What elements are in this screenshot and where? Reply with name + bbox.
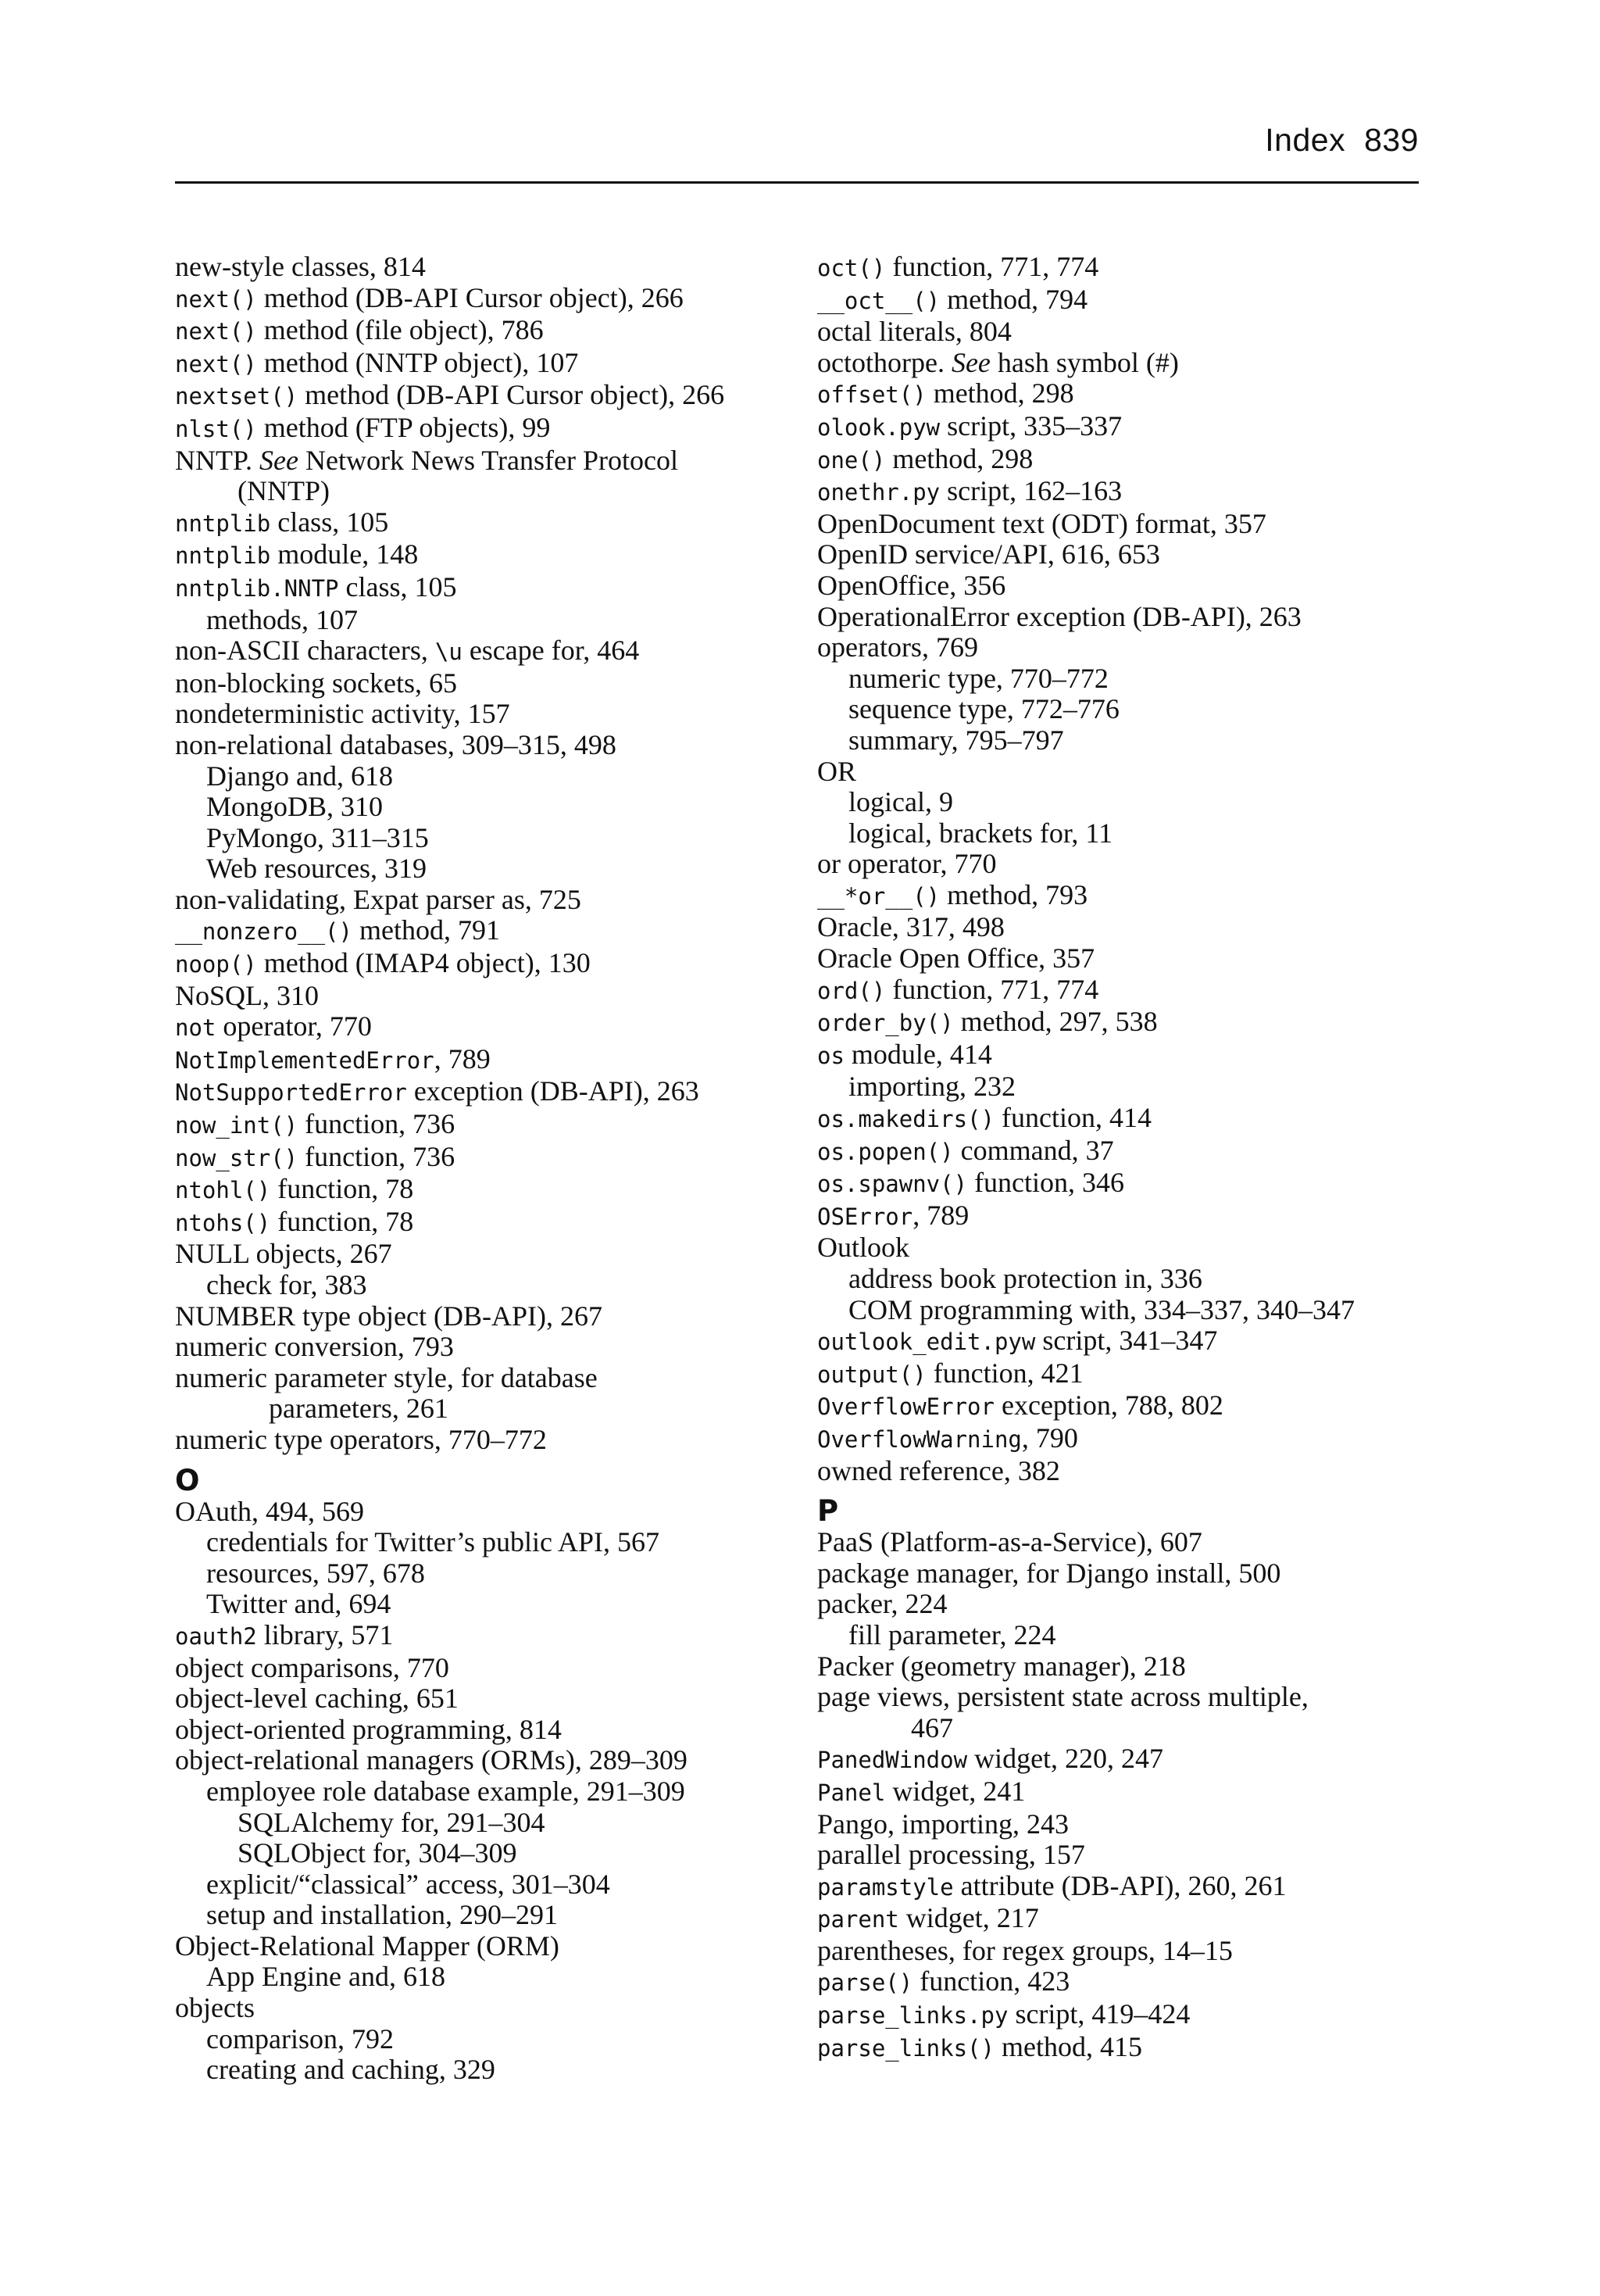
index-entry — [817, 444, 1434, 477]
entry-text: object-level caching, 651 — [175, 1683, 459, 1715]
index-entry — [175, 348, 800, 381]
entry-text: SQLAlchemy for, 291–304 — [238, 1806, 545, 1838]
index-entry — [817, 348, 1434, 379]
entry-text: method (DB-API Cursor object), 266 — [298, 379, 725, 411]
code-term: oct() — [817, 255, 886, 281]
code-term: next() — [175, 350, 257, 377]
code-term: offset() — [817, 381, 927, 409]
entry-text: OpenID service/API, 616, 653 — [817, 538, 1160, 570]
index-entry — [175, 915, 800, 948]
entry-text: 467 — [911, 1711, 953, 1743]
index-entry — [817, 1168, 1434, 1200]
entry-text: method, 297, 538 — [953, 1006, 1158, 1038]
entry-text: OpenOffice, 356 — [817, 569, 1006, 601]
section-title: Index — [1265, 122, 1346, 158]
index-entry — [175, 252, 800, 283]
index-entry — [175, 981, 800, 1012]
entry-text: function, 346 — [967, 1167, 1125, 1199]
page-number: 839 — [1364, 122, 1419, 158]
entry-text: widget, 241 — [885, 1775, 1026, 1807]
section-letter-heading: O — [175, 1463, 200, 1497]
index-entry — [175, 885, 800, 916]
index-entry — [817, 756, 1434, 788]
entry-text: Django and, 618 — [206, 760, 393, 792]
code-term: one() — [817, 446, 886, 474]
entry-text: or operator, 770 — [817, 848, 997, 880]
index-subentry — [206, 1869, 800, 1901]
entry-text: function, 421 — [926, 1357, 1084, 1389]
entry-text: hash symbol (#) — [990, 346, 1179, 378]
code-term: OverflowError — [817, 1393, 995, 1421]
entry-text: escape for, 464 — [462, 635, 640, 667]
code-term: nlst() — [175, 415, 257, 442]
index-entry — [175, 1683, 800, 1715]
index-entry — [175, 1993, 800, 2024]
entry-text: exception (DB-API), 263 — [406, 1075, 699, 1107]
index-subentry — [848, 1071, 1434, 1103]
entry-text: NNTP. — [175, 444, 260, 476]
entry-text: module, 414 — [844, 1038, 992, 1070]
code-term: ord() — [817, 977, 886, 1004]
code-term: not — [175, 1014, 216, 1042]
entry-text: library, 571 — [256, 1618, 394, 1650]
code-term: nextset() — [175, 383, 298, 410]
entry-text: numeric type operators, 770–772 — [175, 1423, 547, 1455]
index-entry — [175, 1239, 800, 1270]
index-entry — [817, 1903, 1434, 1936]
code-term: parent — [817, 1906, 899, 1933]
entry-text: , 790 — [1021, 1422, 1078, 1454]
code-term: OverflowWarning — [817, 1425, 1022, 1453]
index-entry — [175, 1174, 800, 1207]
index-entry — [817, 880, 1434, 913]
index-entry — [817, 912, 1434, 943]
index-entry — [817, 1936, 1434, 1967]
index-entry — [175, 413, 800, 445]
index-subentry — [848, 663, 1434, 695]
index-entry — [817, 252, 1434, 284]
index-entry — [175, 699, 800, 730]
index-subentry — [848, 694, 1434, 725]
entry-text: App Engine and, 618 — [206, 1961, 445, 1993]
index-entry — [175, 1207, 800, 1239]
entry-text: OperationalError exception (DB-API), 263 — [817, 600, 1302, 632]
index-entry — [817, 1558, 1434, 1590]
entry-text: creating and caching, 329 — [206, 2054, 495, 2086]
index-entry — [175, 730, 800, 761]
entry-text: function, 78 — [270, 1173, 414, 1205]
entry-text: parentheses, for regex groups, 14–15 — [817, 1934, 1233, 1966]
entry-text: numeric conversion, 793 — [175, 1331, 454, 1363]
entry-text: MongoDB, 310 — [206, 791, 384, 823]
entry-text: setup and installation, 290–291 — [206, 1899, 558, 1931]
entry-text: Object-Relational Mapper (ORM) — [175, 1929, 559, 1962]
entry-text: widget, 217 — [898, 1902, 1039, 1934]
index-entry — [175, 445, 800, 477]
entry-text: sequence type, 772–776 — [848, 693, 1120, 725]
entry-text: method, 791 — [352, 914, 500, 946]
entry-text: resources, 597, 678 — [206, 1557, 425, 1589]
index-entry-continuation — [817, 1713, 1434, 1744]
entry-text: comparison, 792 — [206, 2022, 394, 2055]
index-entry-continuation — [175, 1393, 800, 1425]
code-term: paramstyle — [817, 1873, 954, 1901]
entry-text: SQLObject for, 304–309 — [238, 1837, 517, 1869]
index-entry — [175, 315, 800, 348]
index-entry — [817, 476, 1434, 509]
code-term: noop() — [175, 951, 257, 978]
index-subentry — [206, 853, 800, 885]
index-subentry — [206, 1527, 800, 1558]
entry-text: method, 298 — [885, 442, 1034, 474]
code-term: now_int() — [175, 1112, 298, 1139]
index-subentry — [206, 1962, 800, 1993]
entry-text: Oracle, 317, 498 — [817, 911, 1005, 943]
index-entry — [817, 1200, 1434, 1233]
index-entry — [175, 572, 800, 605]
entry-text: method (NNTP object), 107 — [256, 346, 579, 378]
code-term: nntplib.NNTP — [175, 574, 339, 602]
entry-text: summary, 795–797 — [848, 724, 1064, 756]
index-subentry — [238, 1838, 800, 1869]
index-entry — [817, 1527, 1434, 1558]
entry-text: function, 736 — [298, 1108, 455, 1140]
index-entry — [817, 1743, 1434, 1776]
index-entry — [175, 1363, 800, 1394]
entry-text: parallel processing, 157 — [817, 1839, 1085, 1871]
code-term: parse_links.py — [817, 2002, 1009, 2030]
index-entry — [175, 1301, 800, 1332]
index-entry — [175, 1109, 800, 1142]
entry-text: octothorpe. — [817, 346, 952, 378]
index-entry — [817, 1358, 1434, 1391]
index-subentry — [206, 1900, 800, 1931]
entry-text: function, 78 — [270, 1205, 414, 1237]
entry-text: command, 37 — [953, 1134, 1114, 1166]
code-term: parse() — [817, 1969, 913, 1997]
entry-text: function, 771, 774 — [885, 973, 1099, 1005]
code-term: NotImplementedError — [175, 1046, 434, 1074]
entry-text: OR — [817, 755, 857, 787]
index-entry — [817, 1651, 1434, 1683]
index-entry — [817, 1999, 1434, 2032]
code-term: os — [817, 1042, 845, 1069]
index-entry — [817, 1682, 1434, 1713]
code-term: now_str() — [175, 1144, 298, 1171]
index-entry — [817, 1809, 1434, 1840]
entry-text: numeric type, 770–772 — [848, 662, 1109, 694]
index-subentry — [206, 1776, 800, 1808]
code-term: PanedWindow — [817, 1747, 968, 1774]
entry-text: objects — [175, 1992, 255, 2024]
index-entry — [175, 1332, 800, 1363]
index-entry — [817, 411, 1434, 444]
index-entry — [175, 948, 800, 981]
entry-text: module, 148 — [270, 538, 419, 570]
index-subentry — [848, 818, 1434, 849]
entry-text: Network News Transfer Protocol — [298, 444, 678, 476]
entry-text: PyMongo, 311–315 — [206, 821, 429, 853]
entry-text: , 789 — [912, 1199, 970, 1231]
running-header — [175, 119, 1419, 184]
code-term: \u — [434, 638, 462, 666]
code-term: nntplib — [175, 510, 271, 537]
entry-text: nondeterministic activity, 157 — [175, 698, 510, 730]
index-entry — [817, 1840, 1434, 1871]
code-term: os.popen() — [817, 1138, 954, 1165]
entry-text: Outlook — [817, 1232, 910, 1264]
index-entry — [817, 602, 1434, 633]
entry-text: object comparisons, 770 — [175, 1651, 449, 1683]
code-term: outlook_edit.pyw — [817, 1329, 1036, 1356]
index-entry — [817, 1871, 1434, 1904]
index-subentry — [206, 1558, 800, 1590]
entry-text: method (file object), 786 — [256, 314, 544, 346]
code-term: output() — [817, 1361, 927, 1388]
index-entry — [817, 632, 1434, 663]
code-term: os.makedirs() — [817, 1106, 995, 1133]
entry-text: NoSQL, 310 — [175, 979, 320, 1011]
entry-text: Web resources, 319 — [206, 853, 427, 885]
index-entry — [817, 943, 1434, 975]
index-entry — [175, 1044, 800, 1077]
index-subentry — [206, 792, 800, 823]
entry-text: octal literals, 804 — [817, 316, 1012, 348]
see-reference: See — [951, 346, 991, 378]
entry-text: OpenDocument text (ODT) format, 357 — [817, 507, 1266, 539]
index-entry — [175, 1715, 800, 1746]
entry-text: NUMBER type object (DB-API), 267 — [175, 1300, 602, 1332]
index-subentry — [848, 787, 1434, 818]
entry-text: importing, 232 — [848, 1071, 1016, 1103]
index-entry — [817, 1135, 1434, 1168]
index-entry — [817, 1039, 1434, 1072]
index-entry — [175, 283, 800, 316]
entry-text: operator, 770 — [216, 1010, 372, 1042]
index-subentry — [238, 476, 800, 507]
entry-text: COM programming with, 334–337, 340–347 — [848, 1293, 1355, 1325]
entry-text: Packer (geometry manager), 218 — [817, 1650, 1186, 1682]
entry-text: non-ASCII characters, — [175, 635, 435, 667]
index-subentry — [848, 1295, 1434, 1326]
index-entry — [817, 1232, 1434, 1264]
index-entry — [175, 380, 800, 413]
entry-text: (NNTP) — [238, 475, 330, 507]
entry-text: script, 162–163 — [940, 475, 1123, 507]
entry-text: logical, 9 — [848, 786, 953, 818]
index-entry — [175, 635, 800, 668]
entry-text: object-relational managers (ORMs), 289–309 — [175, 1744, 688, 1776]
entry-text: page views, persistent state across multiple, — [817, 1681, 1309, 1713]
entry-text: method, 298 — [926, 377, 1074, 409]
entry-text: method, 793 — [940, 878, 1088, 910]
index-entry — [817, 1776, 1434, 1809]
code-term: nntplib — [175, 542, 271, 570]
index-entry — [817, 2032, 1434, 2065]
code-term: parse_links() — [817, 2034, 995, 2062]
index-column-right — [817, 252, 1434, 2064]
entry-text: function, 423 — [912, 1965, 1070, 1997]
index-entry — [175, 1497, 800, 1528]
index-entry — [817, 539, 1434, 570]
entry-text: NULL objects, 267 — [175, 1238, 392, 1270]
code-term: ntohl() — [175, 1177, 271, 1204]
index-subentry — [848, 1620, 1434, 1651]
entry-text: script, 419–424 — [1008, 1998, 1191, 2030]
entry-text: method, 415 — [994, 2030, 1142, 2062]
index-entry — [817, 1007, 1434, 1039]
entry-text: method, 794 — [940, 283, 1088, 315]
entry-text: package manager, for Django install, 500 — [817, 1557, 1281, 1589]
entry-text: address book protection in, 336 — [848, 1263, 1202, 1294]
entry-text: numeric parameter style, for database — [175, 1361, 598, 1393]
index-entry — [817, 1589, 1434, 1620]
entry-text: method (IMAP4 object), 130 — [256, 947, 591, 979]
see-reference: See — [259, 444, 298, 476]
entry-text: exception, 788, 802 — [994, 1389, 1223, 1422]
code-term: __oct__() — [817, 287, 941, 314]
code-term: OSError — [817, 1203, 913, 1230]
index-entry — [817, 1456, 1434, 1487]
entry-text: methods, 107 — [206, 603, 358, 635]
code-term: next() — [175, 285, 257, 313]
entry-text: method (DB-API Cursor object), 266 — [256, 281, 684, 313]
entry-text: check for, 383 — [206, 1269, 367, 1300]
index-entry — [817, 975, 1434, 1007]
code-term: __nonzero__() — [175, 918, 352, 946]
entry-text: class, 105 — [270, 506, 389, 538]
entry-text: explicit/“classical” access, 301–304 — [206, 1868, 610, 1900]
index-entry — [817, 849, 1434, 880]
entry-text: employee role database example, 291–309 — [206, 1775, 685, 1807]
entry-text: non-validating, Expat parser as, 725 — [175, 883, 581, 915]
index-column-left — [175, 252, 800, 2086]
code-term: next() — [175, 318, 257, 345]
index-entry — [175, 1076, 800, 1109]
index-entry — [817, 1325, 1434, 1358]
entry-text: script, 335–337 — [940, 409, 1123, 442]
index-entry — [175, 1931, 800, 1962]
entry-text: OAuth, 494, 569 — [175, 1495, 364, 1527]
index-entry — [817, 1423, 1434, 1456]
entry-text: Pango, importing, 243 — [817, 1808, 1069, 1840]
index-entry — [175, 1653, 800, 1684]
code-term: oauth2 — [175, 1622, 257, 1650]
index-entry — [175, 1142, 800, 1175]
index-subentry — [206, 1270, 800, 1301]
entry-text: object-oriented programming, 814 — [175, 1713, 562, 1745]
code-term: NotSupportedError — [175, 1079, 407, 1107]
index-entry — [175, 1745, 800, 1776]
entry-text: PaaS (Platform-as-a-Service), 607 — [817, 1526, 1202, 1558]
entry-text: fill parameter, 224 — [848, 1618, 1056, 1650]
code-term: os.spawnv() — [817, 1171, 968, 1198]
index-entry — [817, 317, 1434, 348]
index-entry — [175, 1620, 800, 1653]
index-subentry — [238, 1808, 800, 1839]
index-entry — [175, 539, 800, 572]
code-term: order_by() — [817, 1010, 954, 1037]
entry-text: class, 105 — [338, 570, 457, 603]
index-entry — [817, 509, 1434, 540]
entry-text: Oracle Open Office, 357 — [817, 942, 1095, 975]
index-subentry — [206, 823, 800, 854]
entry-text: Twitter and, 694 — [206, 1588, 391, 1620]
index-entry — [817, 1966, 1434, 1999]
entry-text: function, 771, 774 — [885, 251, 1099, 282]
index-entry — [175, 507, 800, 540]
entry-text: widget, 220, 247 — [967, 1743, 1164, 1775]
entry-text: function, 414 — [994, 1102, 1152, 1134]
entry-text: owned reference, 382 — [817, 1454, 1060, 1486]
code-term: olook.pyw — [817, 413, 941, 441]
index-entry — [817, 1390, 1434, 1423]
index-entry — [175, 668, 800, 699]
index-entry — [817, 1103, 1434, 1135]
index-entry — [817, 570, 1434, 602]
index-subentry — [206, 2055, 800, 2086]
running-head — [1265, 122, 1419, 159]
entry-text: non-blocking sockets, 65 — [175, 667, 457, 699]
code-term: ntohs() — [175, 1209, 271, 1236]
entry-text: credentials for Twitter’s public API, 567 — [206, 1526, 660, 1558]
section-letter-heading: P — [817, 1494, 839, 1529]
entry-text: function, 736 — [298, 1140, 455, 1172]
index-entry — [817, 284, 1434, 317]
entry-text: packer, 224 — [817, 1588, 948, 1620]
entry-text: parameters, 261 — [269, 1393, 448, 1425]
index-subentry — [206, 761, 800, 792]
index-subentry — [206, 1589, 800, 1620]
entry-text: non-relational databases, 309–315, 498 — [175, 728, 616, 760]
code-term: Panel — [817, 1779, 886, 1806]
code-term: __*or__() — [817, 882, 941, 910]
entry-text: new-style classes, 814 — [175, 251, 426, 282]
index-entry — [175, 1011, 800, 1044]
index-subentry — [848, 725, 1434, 756]
entry-text: method (FTP objects), 99 — [256, 411, 551, 443]
entry-text: logical, brackets for, 11 — [848, 817, 1113, 849]
entry-text: script, 341–347 — [1035, 1325, 1218, 1357]
entry-text: operators, 769 — [817, 631, 978, 663]
entry-text: , 789 — [434, 1042, 491, 1075]
index-subentry — [848, 1264, 1434, 1295]
index-subentry — [206, 2024, 800, 2055]
index-subentry — [206, 605, 800, 636]
entry-text: attribute (DB-API), 260, 261 — [953, 1869, 1287, 1901]
index-entry — [817, 378, 1434, 411]
code-term: onethr.py — [817, 479, 941, 506]
index-entry — [175, 1425, 800, 1456]
